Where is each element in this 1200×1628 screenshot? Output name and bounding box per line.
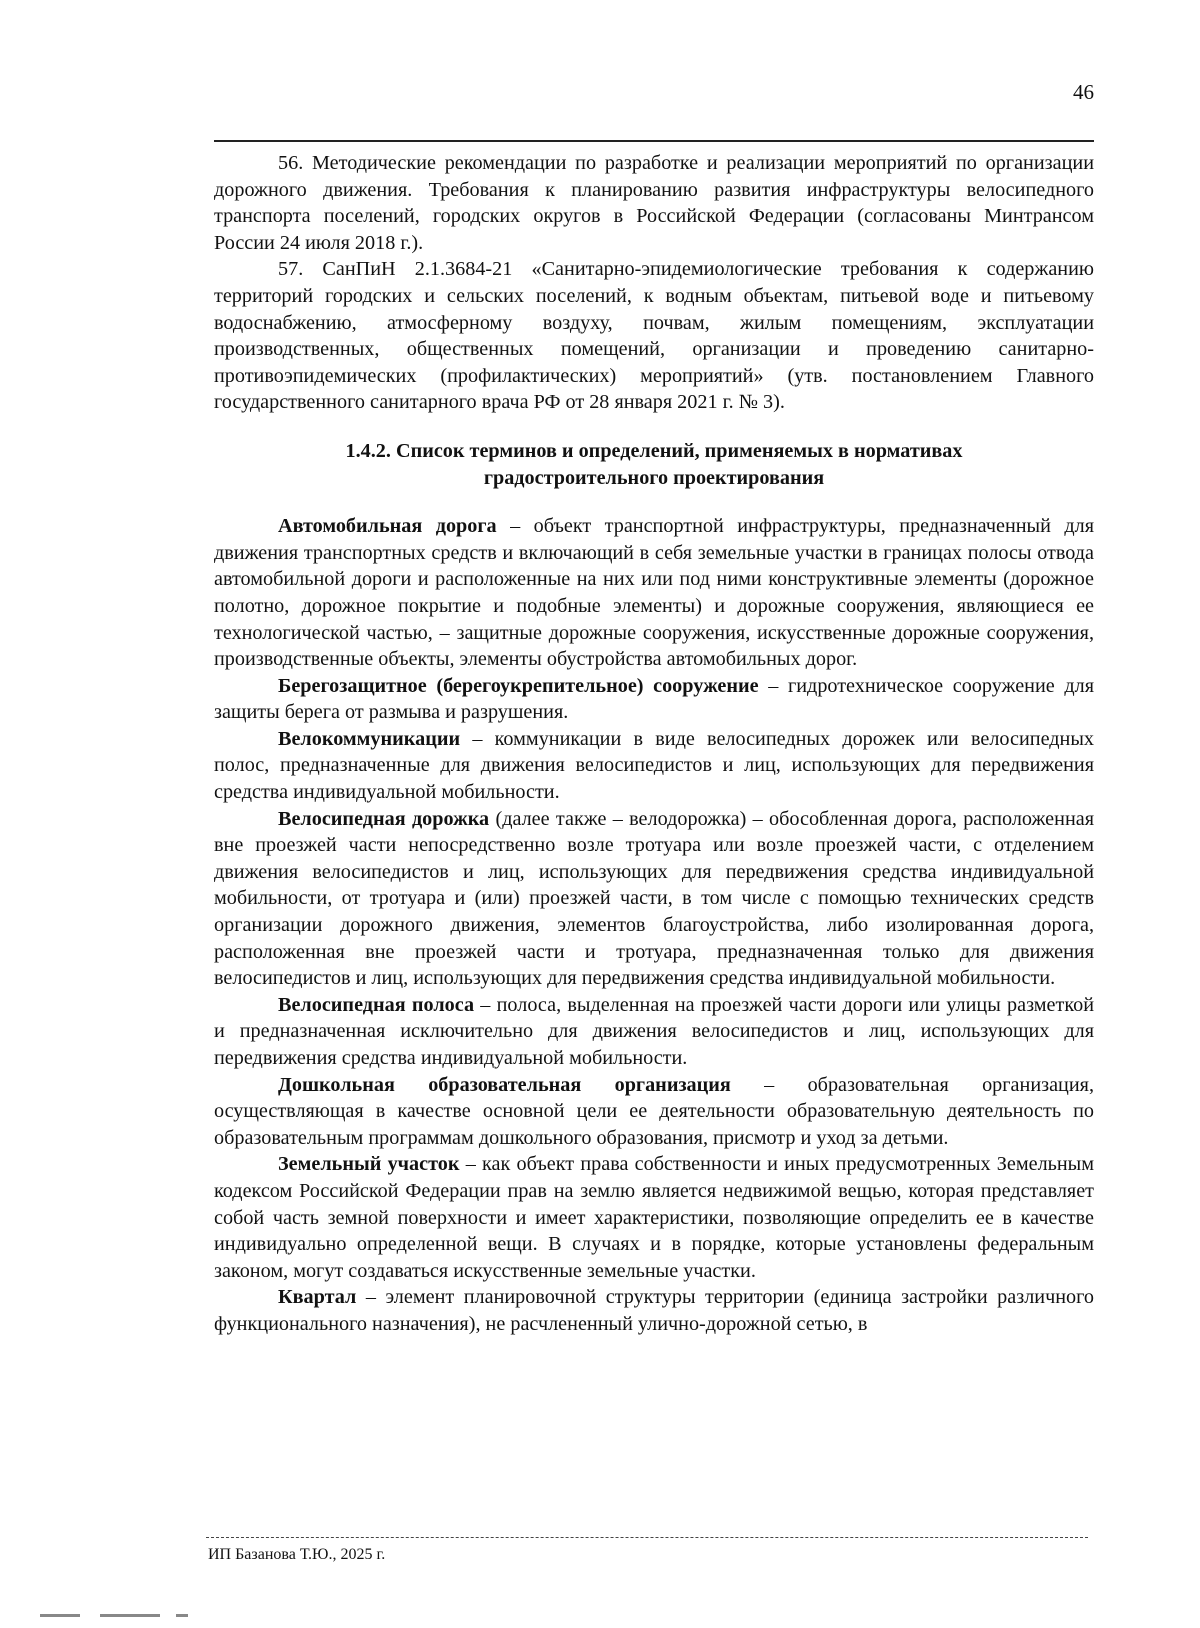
definition-term: Велосипедная полоса: [278, 993, 475, 1016]
definition-text: (далее также – велодорожка) – обособленная дорога, расположенная вне проезжей части непосредственно возле тротуара или возле проезжей части, с отделением движения велосипедистов и лиц, использующих для передвижения средства индивидуальной мобильности, от тротуара и (или) проезжей части, в том числе с помощью технических средств организации дорожного движения, элементов благоустройства, либо изолированная дорога, расположенная вне проезжей части и тротуара, предназначенная только для движения велосипедистов и лиц, использующих для передвижения средства индивидуальной мобильности.: [214, 807, 1094, 990]
definition-term: Земельный участок: [278, 1153, 460, 1176]
definition-term: Велокоммуникации: [278, 727, 461, 750]
reference-57: 57. СанПиН 2.1.3684-21 «Санитарно-эпидемиологические требования к содержанию территорий городских и сельских поселений, к водным объектам, питьевой воде и питьевому водоснабжению, атмосферному воздуху, почвам, жилым помещениям, эксплуатации производственных, общественных помещений, организации и проведению санитарно-противоэпидемических (профилактических) мероприятий» (утв. постановлением Главного государственного санитарного врача РФ от 28 января 2021 г. № 3).: [214, 258, 1094, 414]
section-title: [214, 438, 1094, 491]
definition-term: Велосипедная дорожка: [278, 807, 490, 830]
section-title-line2: градостроительного проектирования: [483, 466, 825, 489]
definition-item: [214, 513, 1094, 673]
page-body: [214, 150, 1094, 1338]
definition-term: Берегозащитное (берегоукрепительное) сооружение: [278, 674, 759, 697]
definition-text: – образовательная организация, осуществляющая в качестве основной цели ее деятельности образовательную деятельность по образовательным программам дошкольного образования, присмотр и уход за детьми.: [214, 1073, 1094, 1149]
definition-item: [214, 806, 1094, 992]
definition-term: Квартал: [278, 1286, 357, 1309]
definition-item: [214, 726, 1094, 806]
definition-item: [214, 1151, 1094, 1284]
definition-item: [214, 1284, 1094, 1337]
footer-text: ИП Базанова Т.Ю., 2025 г.: [208, 1546, 386, 1563]
definition-item: [214, 673, 1094, 726]
definition-text: – гидротехническое сооружение для защиты берега от размыва и разрушения.: [214, 674, 1095, 724]
footer-rule: [206, 1537, 1088, 1538]
definition-text: – коммуникации в виде велосипедных дорожек или велосипедных полос, предназначенные для движения велосипедистов и лиц, использующих для передвижения средства индивидуальной мобильности.: [214, 727, 1094, 804]
definition-text: – элемент планировочной структуры территории (единица застройки различного функционального назначения), не расчлененный улично-дорожной сетью, в: [214, 1286, 1094, 1335]
section-title-line1: 1.4.2. Список терминов и определений, применяемых в нормативах: [345, 439, 963, 462]
scan-artifact: [176, 1614, 188, 1617]
definition-term: Дошкольная образовательная организация: [278, 1073, 731, 1096]
header-rule: [214, 140, 1094, 142]
definition-term: Автомобильная дорога: [278, 515, 497, 538]
page-number: 46: [1073, 80, 1094, 104]
definition-text: – как объект права собственности и иных предусмотренных Земельным кодексом Российской Федерации прав на землю является недвижимой вещью, которая представляет собой часть земной поверхности и имеет характеристики, позволяющие определить ее в качестве индивидуально определенной вещи. В случаях и в порядке, которые установлены федеральным законом, могут создаваться искусственные земельные участки.: [214, 1153, 1094, 1282]
definition-item: [214, 992, 1094, 1072]
reference-56: 56. Методические рекомендации по разработке и реализации мероприятий по организации дорожного движения. Требования к планированию развития инфраструктуры велосипедного транспорта поселений, городских округов в Российской Федерации (согласованы Минтрансом России 24 июля 2018 г.).: [214, 152, 1094, 254]
definition-text: – объект транспортной инфраструктуры, предназначенный для движения транспортных средств и включающий в себя земельные участки в границах полосы отвода автомобильной дороги и расположенные на них или под ними конструктивные элементы (дорожное полотно, дорожное покрытие и подобные элементы) и дорожные сооружения, являющиеся ее технологической частью, – защитные дорожные сооружения, искусственные дорожные сооружения, производственные объекты, элементы обустройства автомобильных дорог.: [214, 515, 1094, 671]
scan-artifact: [40, 1614, 80, 1617]
scan-artifact: [100, 1614, 160, 1617]
definition-item: [214, 1072, 1094, 1152]
definition-text: – полоса, выделенная на проезжей части дороги или улицы разметкой и предназначенная исключительно для движения велосипедистов и лиц, использующих для передвижения средства индивидуальной мобильности.: [214, 993, 1094, 1069]
